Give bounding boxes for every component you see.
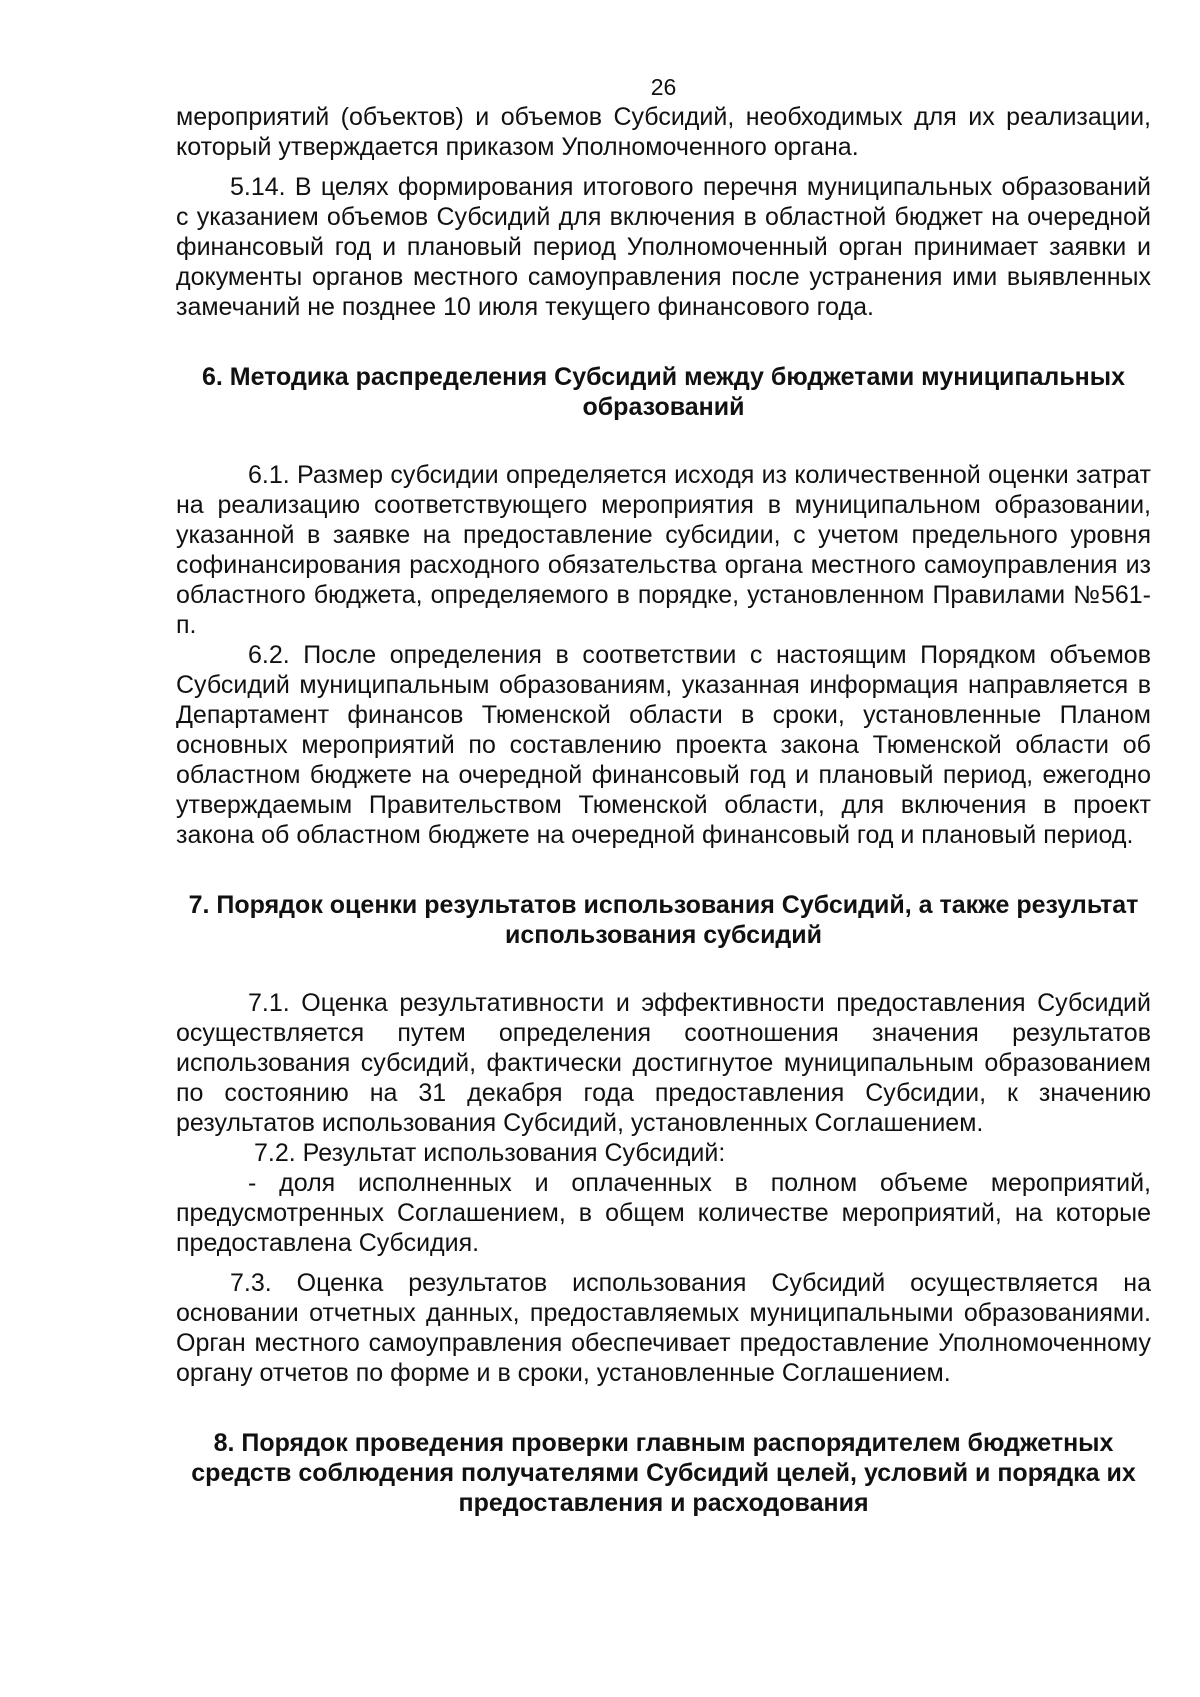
paragraph-7-2-item: - доля исполненных и оплаченных в полном объеме мероприятий, предусмотренных Соглашением, в общем количестве мероприятий, на которые предоставлена Субсидия.	[176, 1169, 1151, 1257]
paragraph-7-1: 7.1. Оценка результативности и эффективности предоставления Субсидий осуществляется путем определения соотношения значения результатов использования субсидий, фактически достигнутое муниципальным образованием по состоянию на 31 декабря года предоставления Субсидии, к значению результатов использования Субсидий, установленных Соглашением.	[176, 989, 1151, 1137]
page-number: 26	[650, 74, 677, 100]
paragraph-7-3: 7.3. Оценка результатов использования Субсидий осуществляется на основании отчетных данных, предоставляемых муниципальными образованиями. Орган местного самоуправления обеспечивает предоставление Уполномоченному органу отчетов по форме и в сроки, установленные Соглашением.	[176, 1269, 1151, 1387]
section-7-heading: 7. Порядок оценки результатов использования Субсидий, а также результат использования субсидий	[188, 891, 1139, 949]
section-8-heading: 8. Порядок проведения проверки главным распорядителем бюджетных средств соблюдения получателями Субсидий целей, условий и порядка их предоставления и расходования	[191, 1429, 1136, 1517]
paragraph-6-1: 6.1. Размер субсидии определяется исходя из количественной оценки затрат на реализацию соответствующего мероприятия в муниципальном образовании, указанной в заявке на предоставление субсидии, с учетом предельного уровня софинансирования расходного обязательства органа местного самоуправления из областного бюджета, определяемого в порядке, установленном Правилами №561-п.	[176, 461, 1151, 639]
paragraph-continuation: мероприятий (объектов) и объемов Субсидий, необходимых для их реализации, который утверждается приказом Уполномоченного органа.	[176, 103, 1151, 161]
document-page	[176, 72, 1151, 1518]
paragraph-7-2: 7.2. Результат использования Субсидий:	[254, 1139, 726, 1167]
paragraph-5-14: 5.14. В целях формирования итогового перечня муниципальных образований с указанием объемов Субсидий для включения в областной бюджет на очередной финансовый год и плановый период Уполномоченный орган принимает заявки и документы органов местного самоуправления после устранения ими выявленных замечаний не позднее 10 июля текущего финансового года.	[176, 173, 1151, 321]
section-6-heading: 6. Методика распределения Субсидий между бюджетами муниципальных образований	[201, 363, 1126, 421]
paragraph-6-2: 6.2. После определения в соответствии с настоящим Порядком объемов Субсидий муниципальным образованиям, указанная информация направляется в Департамент финансов Тюменской области в сроки, установленные Планом основных мероприятий по составлению проекта закона Тюменской области об областном бюджете на очередной финансовый год и плановый период, ежегодно утверждаемым Правительством Тюменской области, для включения в проект закона об областном бюджете на очередной финансовый год и плановый период.	[176, 641, 1151, 849]
